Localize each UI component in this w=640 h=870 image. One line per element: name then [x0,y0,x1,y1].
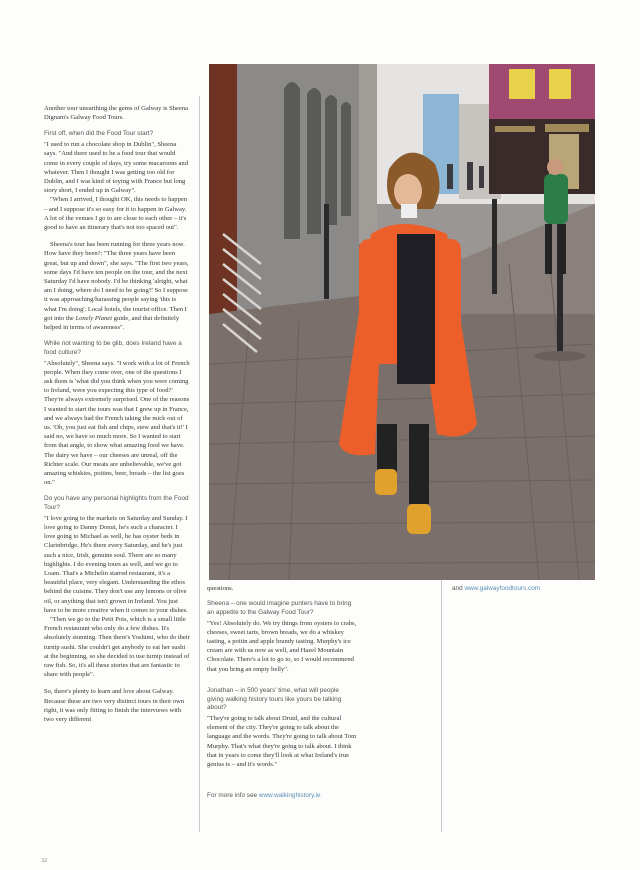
answer-4: "Yes! Absolutely do. We try things from oysters to crabs, cheeses, sweet tarts, brown breads, we do a whiskey tasting, a poitin and apple brandy tasting. Murphy's ice cream are with us now as well, and Hazel Mountain Chocolate. There's a lot to go to, so I would recommend that you bring an empty belly". [207,619,357,673]
answer-3-paragraph-2: "Then we go to the Petit Pois, which is a small little French restaurant who only do a few dishes. It's absolutely stunning. Then there's Yoshimi, who do their turnip sushi. She couldn't get anybody to eat her sushi at the beginning, so she decided to use turnip instead of raw fish. So, it's all these stories that are fantastic to share with people". [44,616,190,679]
column-divider-1 [199,96,200,832]
column-divider-2 [441,580,442,832]
article-column-3: and www.galwayfoodtours.com [452,585,541,592]
lonely-planet-title: Lonely Planet [75,314,113,322]
galwayfoodtours-link[interactable]: www.galwayfoodtours.com [464,585,541,592]
question-3: Do you have any personal highlights from the Food Tour? [44,495,189,512]
questions-continuation: questions. [207,585,234,592]
article-column-1 [44,104,190,732]
article-column-2 [207,584,357,808]
photo-illustration [209,64,595,580]
outro-paragraph: So, there's plenty to learn and love about Galway. Because these are two very distinct tours in their own right, it was only fitting to finish the interviews with two very different [44,688,185,724]
answer-1-paragraph-1: "I used to run a chocolate shop in Dublin", Sheena says. "And there used to be a food tour that would come in every couple of days, try some macaroons and whatever. Then I thought I was getting too old for Dublin, and I was kind of toying with France but long story short, I ended up in Galway". [44,141,188,195]
running-paragraph: Sheena's tour has been running for three years now. How have they been?: "The three years have been great, but up and down", she says. "The first two years, some days I'd have ten people on the tour, and the next Saturday I'd have nobody. I'd be thinking 'alright, what am I doing, where do I need to be going?' So I suppose it was approaching/harassing people saying 'this is what I'm doing'. Local hotels, the tourist office. Then I got into the Lonely Planet guide, and that definitely helped in terms of awareness". [44,241,189,331]
question-4: Sheena – one would imagine punters have to bring an appetite to the Galway Food Tour? [207,600,352,616]
answer-1-paragraph-2: "When I arrived, I thought OK, this needs to happen – and I suppose it's so easy for it to happen in Galway. A lot of the venues I go to are close to each other – it's good to have an itinerary that's not too spaced out". [44,196,188,231]
answer-5: "They're going to talk about Druid, and the cultural element of the city. They're going to talk about the language and the words. They're going to talk about Tom Murphy. That's what they're going to talk about. I think that in years to come they'll look at what Ireland's true genius is – and it's words." [207,714,357,768]
street-photo [209,64,595,580]
page-number: 32 [41,858,47,864]
question-5: Jonathan – in 500 years' time, what will people giving walking history tours like yours be talking about? [207,686,342,712]
answer-2: "Absolutely", Sheena says. "I work with a lot of French people. When they come over, one of the questions I ask them is 'what did you think when you were coming to Ireland, were you expecting this type of food?' They're always extremely surprised. One of the reasons I wanted to start the tours was that I grew up in France, and we always had the French taking the mick out of us. 'Oh, you just eat fish and chips, stew and that's it!' I said no, we have so much more. So I wanted to start from that angle, to show what amazing food we have. The dairy we have – our cheeses are unreal, off the Richter scale. Our meats are unbelievable, we've got amazing whiskies, poitins, beer, breads – the list goes on." [44,359,190,487]
intro-paragraph: Another tour unearthing the gems of Galway is Sheena Dignam's Galway Food Tours. [44,105,188,122]
question-1: First off, when did the Food Tour start? [44,130,154,138]
question-2: While not wanting to be glib, does Ireland have a food culture? [44,340,182,356]
more-info-line: For more info see www.walkinghistory.ie [207,792,321,800]
walkinghistory-link[interactable]: www.walkinghistory.ie [258,792,321,800]
answer-3-paragraph-1: "I love going to the markets on Saturday and Sunday. I love going to Danny Donut, he's such a character. I love going to Michael as well, he has oyster beds in Clarinbridge. He's there every Saturday, and he's just such a nice, Irish, genuine soul. There are so many highlights. I do evening tours as well, and we go to Loam. That's a Michelin starred restaurant, it's a beautiful place, very elegant. Understanding the ethos behind the cuisine. They don't use any lemons or olive oil, or anything that isn't grown in Ireland. You just have to be more creative when it comes to your dishes. [44,514,188,614]
